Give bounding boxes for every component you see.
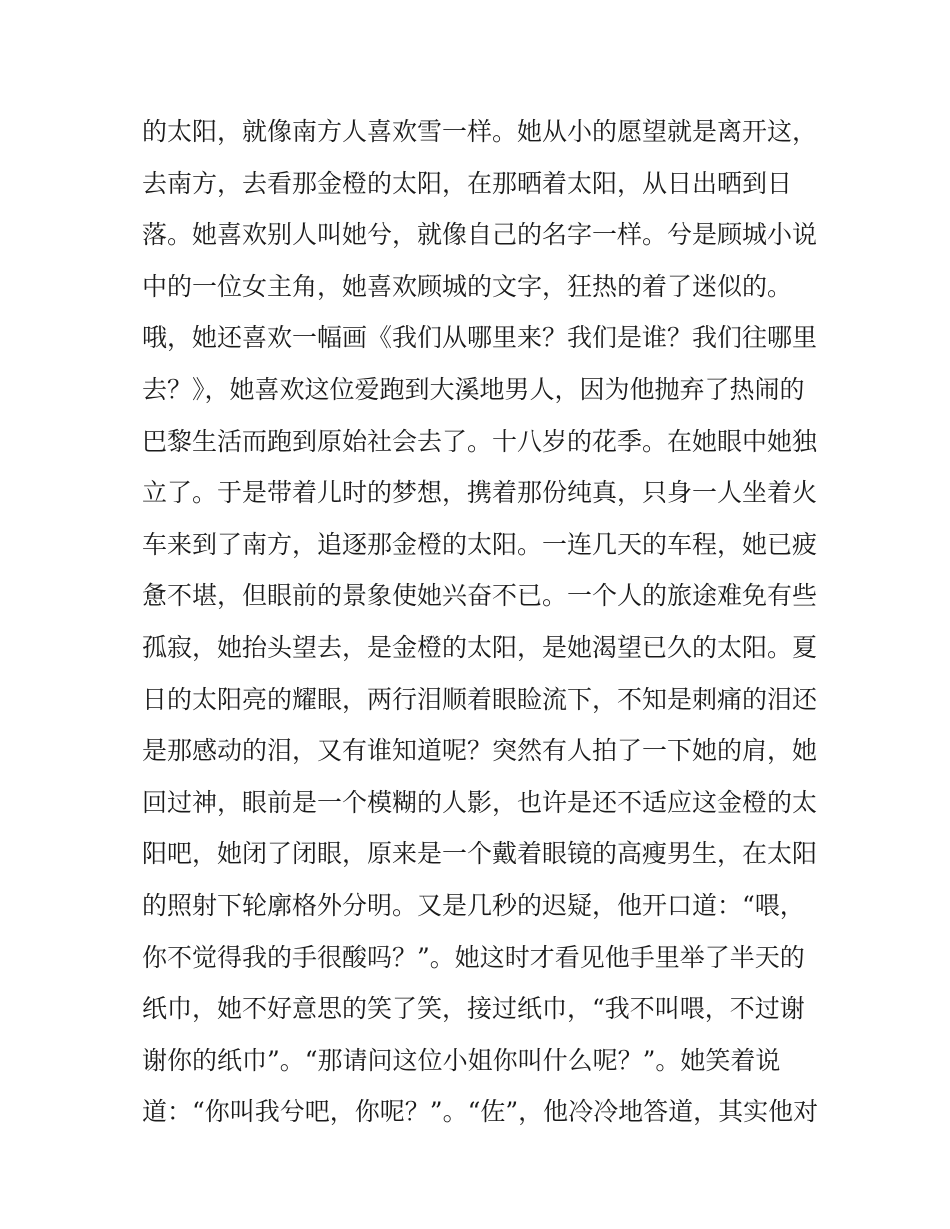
- text-line: 中的一位女主角，她喜欢顾城的文字，狂热的着了迷似的。: [142, 271, 793, 301]
- text-line: 道：“你叫我兮吧，你呢？”。“佐”，他冷冷地答道，其实他对: [142, 1097, 819, 1127]
- text-line: 谢你的纸巾”。“那请问这位小姐你叫什么呢？”。她笑着说: [142, 1045, 781, 1075]
- text-line: 孤寂，她抬头望去，是金橙的太阳，是她渴望已久的太阳。夏: [142, 632, 818, 662]
- text-line: 惫不堪，但眼前的景象使她兴奋不已。一个人的旅途难免有些: [142, 581, 818, 611]
- text-line: 去南方，去看那金橙的太阳，在那晒着太阳，从日出晒到日: [142, 168, 793, 198]
- body-text: [142, 106, 822, 1138]
- text-line: 的太阳，就像南方人喜欢雪一样。她从小的愿望就是离开这，: [142, 117, 818, 146]
- text-line: 你不觉得我的手很酸吗？”。她这时才看见他手里举了半天的: [142, 942, 805, 972]
- text-line: 哦，她还喜欢一幅画《我们从哪里来？我们是谁？我们往哪里: [142, 323, 818, 353]
- text-line: 是那感动的泪，又有谁知道呢？突然有人拍了一下她的肩，她: [142, 736, 818, 766]
- text-line: 车来到了南方，追逐那金橙的太阳。一连几天的车程，她已疲: [142, 529, 818, 559]
- text-line: 回过神，眼前是一个模糊的人影，也许是还不适应这金橙的太: [142, 787, 818, 817]
- text-line: 阳吧，她闭了闭眼，原来是一个戴着眼镜的高瘦男生，在太阳: [142, 839, 818, 869]
- text-line: 巴黎生活而跑到原始社会去了。十八岁的花季。在她眼中她独: [142, 426, 818, 456]
- text-line: 纸巾，她不好意思的笑了笑，接过纸巾，“我不叫喂，不过谢: [142, 994, 805, 1024]
- text-line: 去？》，她喜欢这位爱跑到大溪地男人，因为他抛弃了热闹的: [142, 374, 805, 404]
- text-line: 落。她喜欢别人叫她兮，就像自己的名字一样。兮是顾城小说: [142, 220, 818, 250]
- text-line: 的照射下轮廓格外分明。又是几秒的迟疑，他开口道：“喂，: [142, 890, 805, 920]
- text-line: 立了。于是带着儿时的梦想，携着那份纯真，只身一人坐着火: [142, 478, 818, 508]
- text-line: 日的太阳亮的耀眼，两行泪顺着眼睑流下，不知是刺痛的泪还: [142, 684, 818, 714]
